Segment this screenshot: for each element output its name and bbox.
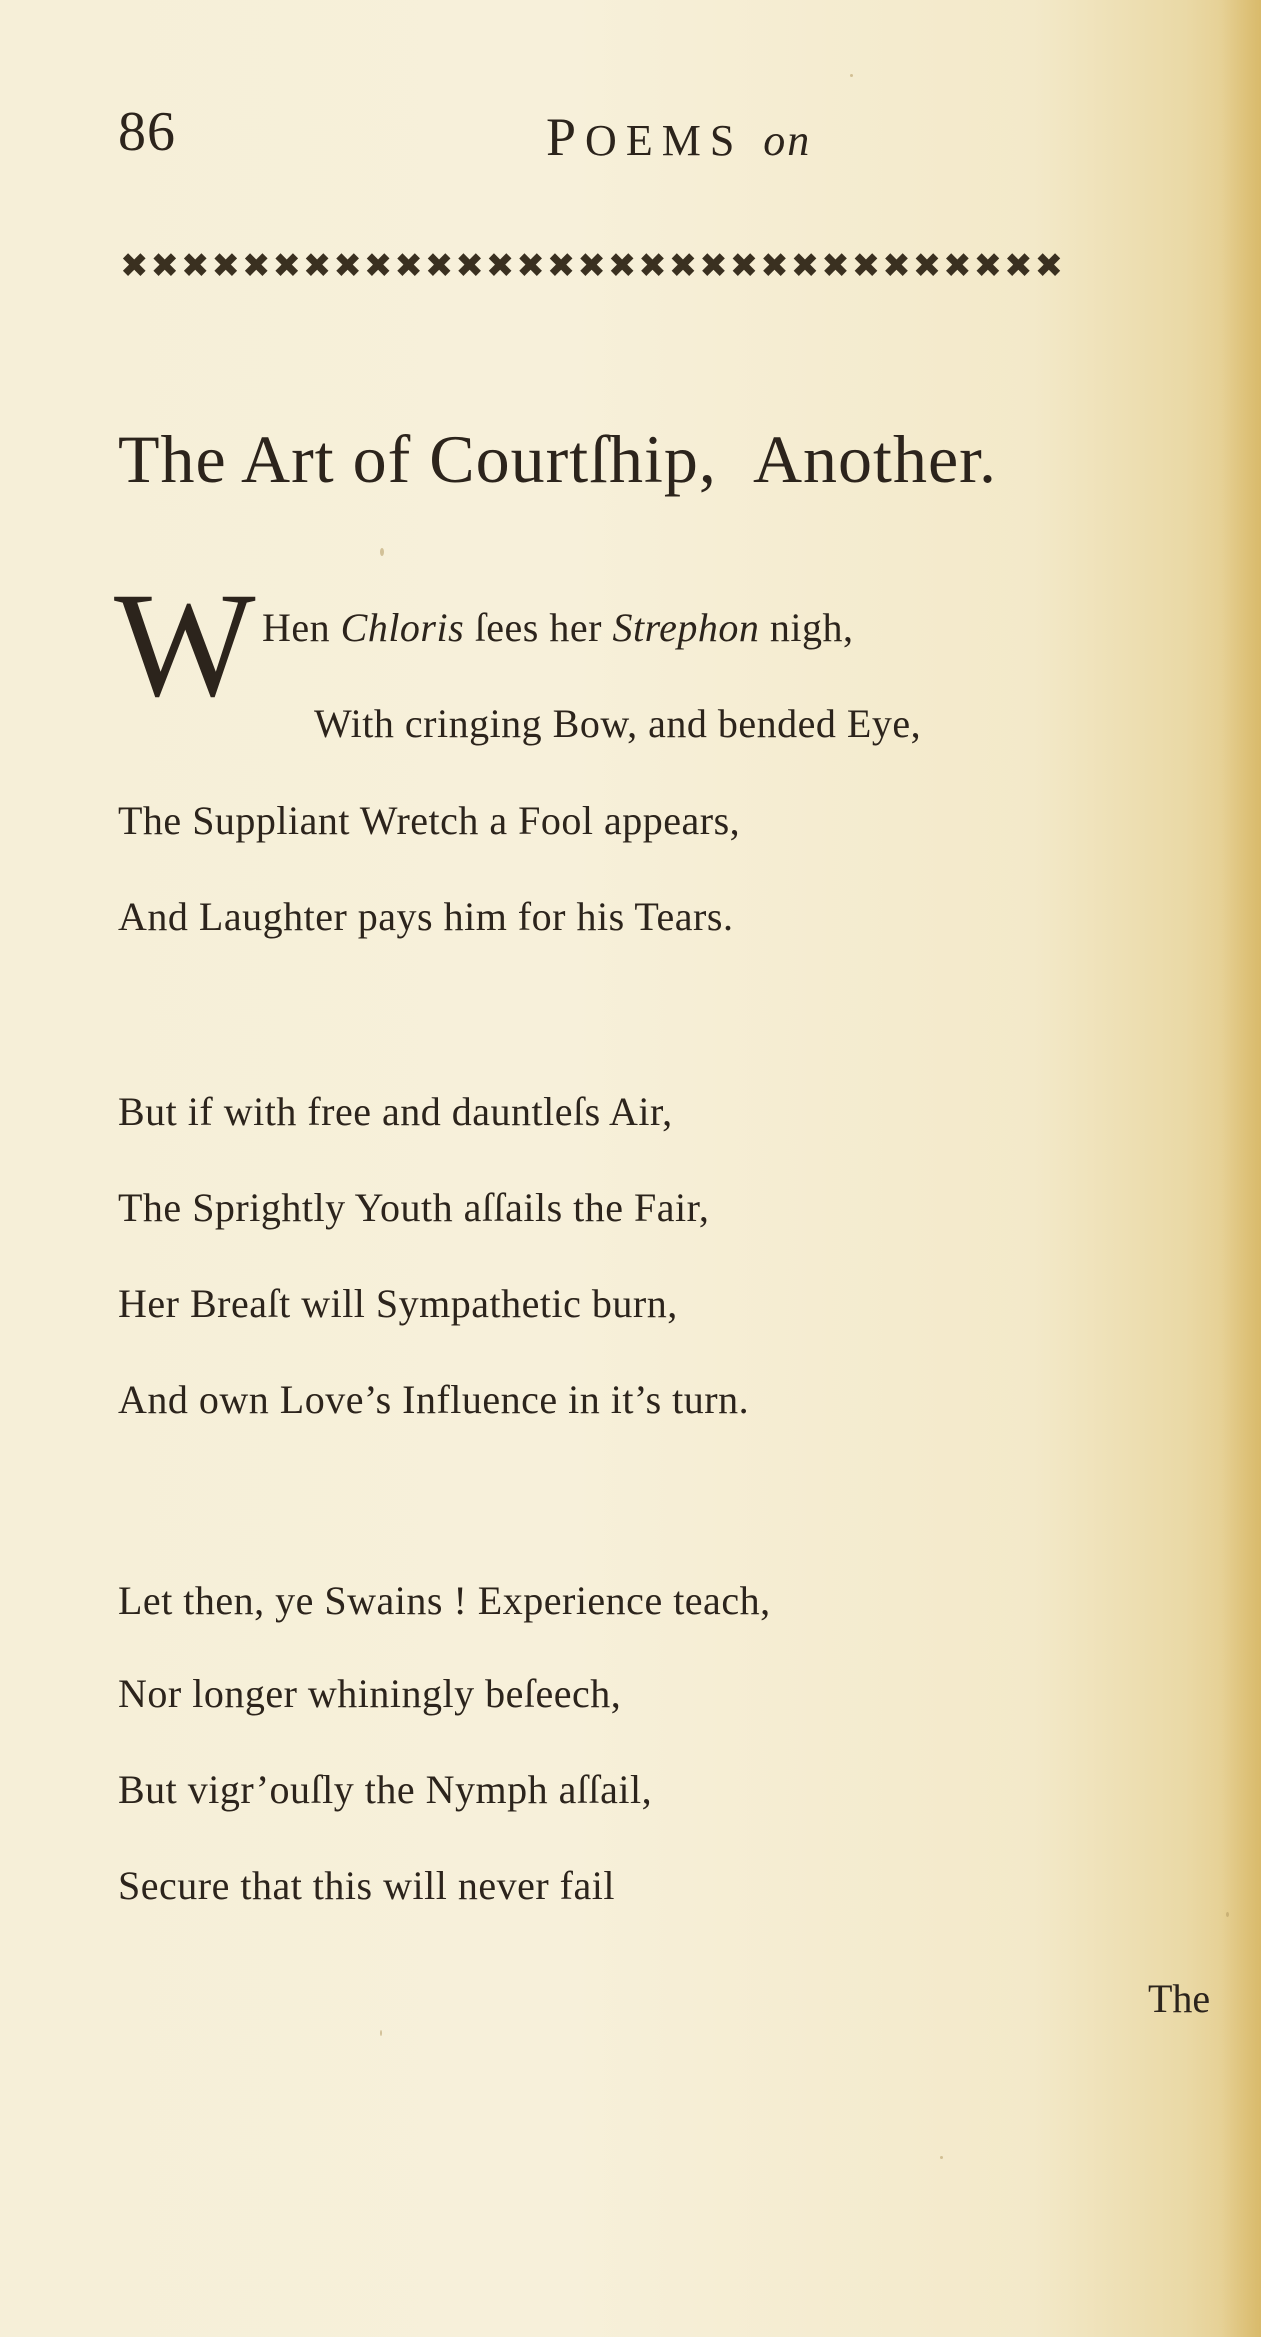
poem-line: And Laughter pays him for his Tears. (118, 894, 734, 939)
running-head (118, 100, 1138, 170)
poem-title-main: The Art of Courtſhip, (118, 421, 717, 497)
poem-title (118, 420, 1258, 499)
poem-line: The Sprightly Youth aſſails the Fair, (118, 1185, 710, 1230)
poem-line: Nor longer whiningly beſeech, (118, 1671, 622, 1716)
paper-speck (1226, 1912, 1229, 1917)
printers-ornament-band: ✖✖✖✖✖✖✖✖✖✖✖✖✖✖✖✖✖✖✖✖✖✖✖✖✖✖✖✖✖✖✖ (120, 246, 1066, 286)
paper-speck (850, 74, 853, 77)
drop-cap: W (114, 562, 256, 728)
poem-line: Her Breaſt will Sympathetic burn, (118, 1281, 678, 1326)
page-edge-shading (1221, 0, 1261, 2337)
poem-line: And own Love’s Influence in it’s turn. (118, 1377, 750, 1422)
running-title-italic: on (763, 116, 812, 165)
poem-line: With cringing Bow, and bended Eye, (314, 701, 922, 746)
poem-line: The Suppliant Wretch a Fool appears, (118, 798, 741, 843)
poem-line: But vigr’ouſly the Nymph aſſail, (118, 1767, 653, 1812)
running-title-text: OEMS (585, 116, 744, 165)
poem-title-alt: Another. (752, 421, 998, 497)
name-chloris: Chloris (340, 605, 465, 650)
poem-line (262, 604, 854, 651)
paper-speck (380, 548, 384, 556)
line-text: Hen (262, 605, 341, 650)
line-text: ſees her (464, 605, 613, 650)
poem-line: Secure that this will never fail (118, 1863, 615, 1908)
page-number: 86 (118, 101, 176, 163)
paper-speck (380, 2030, 382, 2036)
running-title-initial: P (546, 107, 586, 167)
poem-line: But if with free and dauntleſs Air, (118, 1089, 673, 1134)
line-text: nigh, (759, 605, 854, 650)
name-strephon: Strephon (612, 605, 760, 650)
paper-speck (940, 2156, 943, 2159)
catchword: The (1148, 1976, 1211, 2021)
poem-line: Let then, ye Swains ! Experience teach, (118, 1578, 771, 1623)
running-title (546, 106, 811, 168)
